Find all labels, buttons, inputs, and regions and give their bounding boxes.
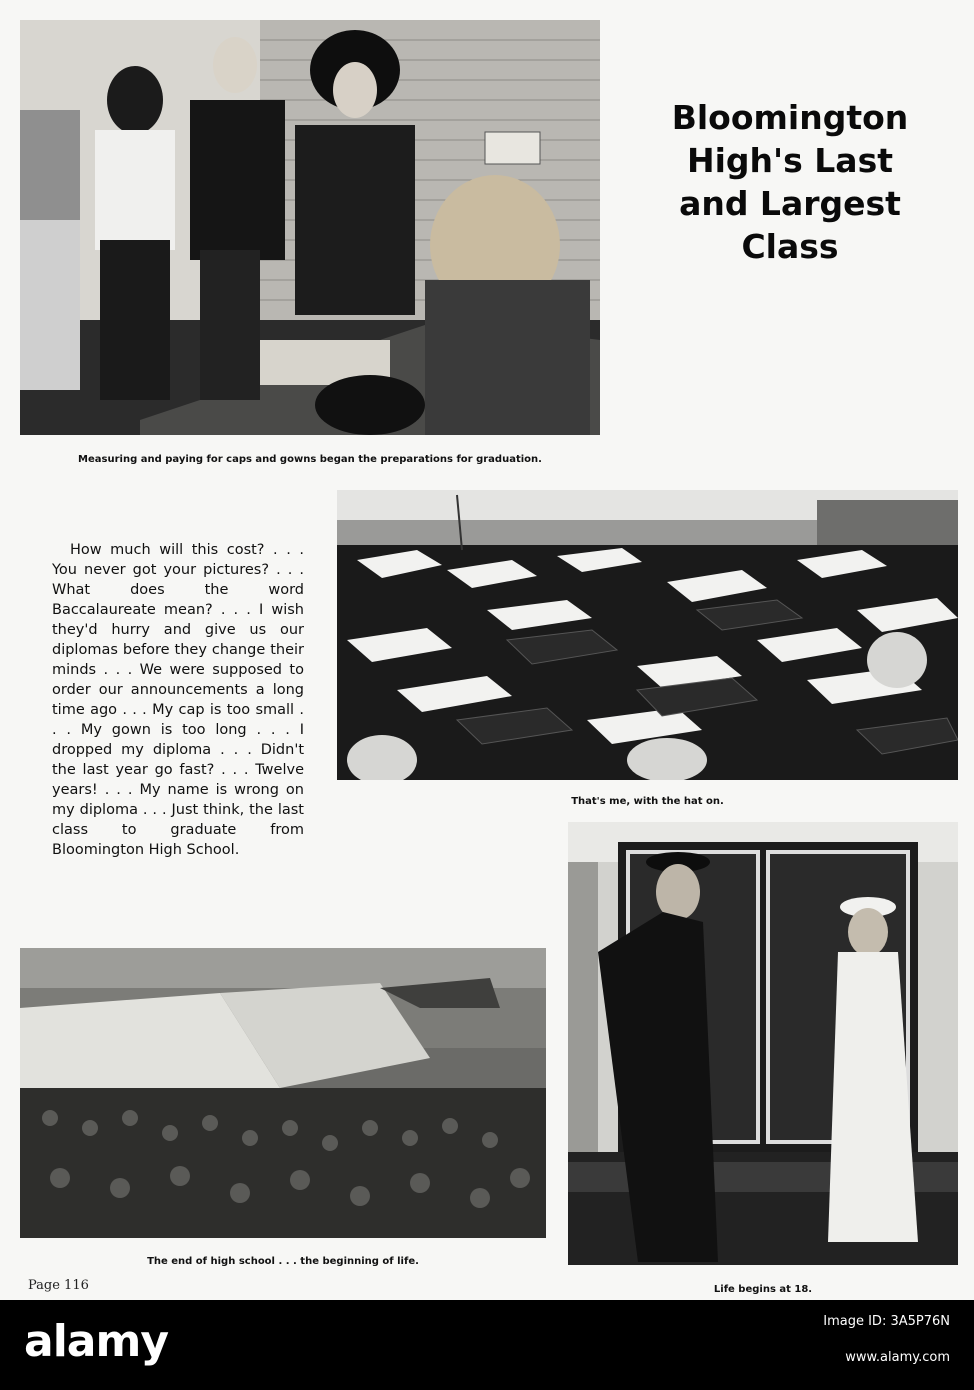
body-text: How much will this cost? . . . You never got your pictures? . . . What does the word Baccalaureate mean? . . . I wish they'd hurry and give us our diplomas before they change their minds . . . We were supposed to order our announcements a long time ago . . . My cap is too small . . . My gown is too long . . . I dropped my diploma . . . Didn't the last year go fast? . . . Twelve years! . . . My name is wrong on my diploma . . . Just think, the last class to graduate from Bloomington High School. xyxy=(52,542,304,858)
photo-crowd-caps xyxy=(337,490,958,780)
site-url[interactable]: www.alamy.com xyxy=(845,1350,950,1365)
stock-footer xyxy=(0,1300,974,1390)
caption-doorway: Life begins at 18. xyxy=(713,1284,813,1295)
photo-field-art xyxy=(20,948,546,1238)
caption-caps-gowns: Measuring and paying for caps and gowns began the preparations for graduation. xyxy=(78,454,542,465)
page-title-line: Bloomington xyxy=(671,98,909,137)
page-title xyxy=(640,96,940,268)
photo-crowd-caps-art xyxy=(337,490,958,780)
caption-crowd-caps: That's me, with the hat on. xyxy=(571,796,724,807)
photo-doorway-art xyxy=(568,822,958,1265)
caption-field: The end of high school . . . the beginning of life. xyxy=(147,1256,419,1267)
page-title-line: and Largest xyxy=(679,184,901,223)
photo-field xyxy=(20,948,546,1238)
page-number: Page 116 xyxy=(28,1278,89,1293)
photo-doorway xyxy=(568,822,958,1265)
photo-caps-gowns-art xyxy=(20,20,600,435)
page-title-line: Class xyxy=(741,227,839,266)
stock-logo[interactable]: alamy xyxy=(24,1316,168,1367)
photo-caps-gowns xyxy=(20,20,600,435)
page-title-line: High's Last xyxy=(687,141,893,180)
image-id: Image ID: 3A5P76N xyxy=(823,1314,950,1329)
